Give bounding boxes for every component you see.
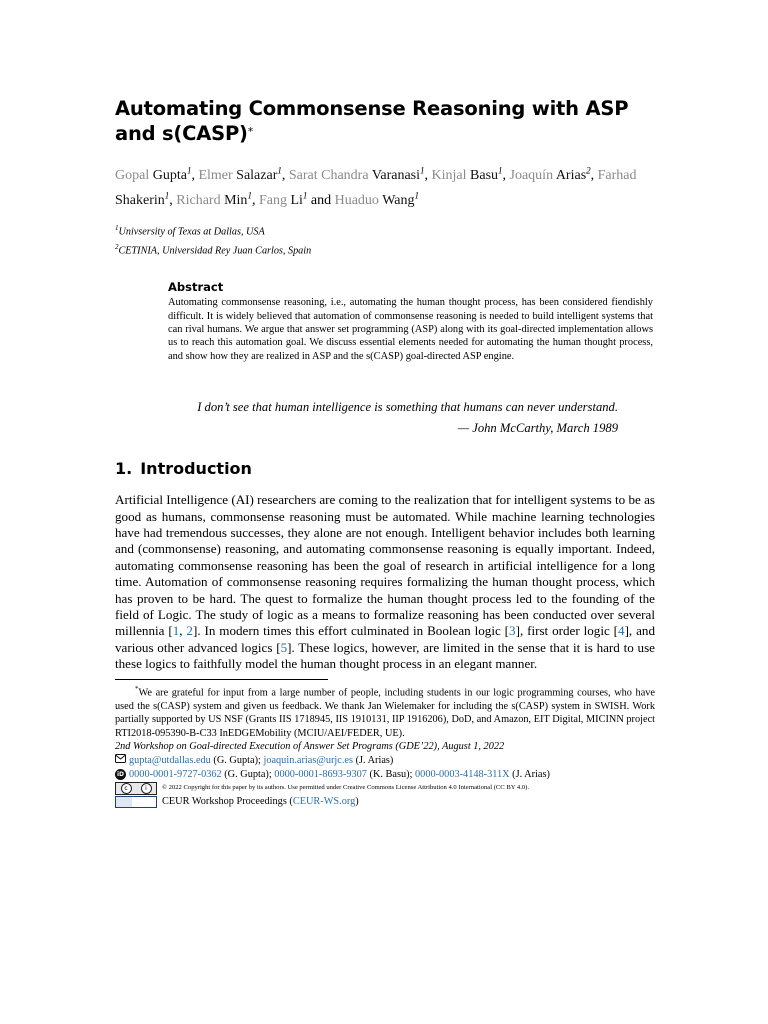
ceur-ws-link[interactable]: CEUR-WS.org (292, 795, 356, 807)
intro-text: Artificial Intelligence (AI) researchers are coming to the realization that for intelligent systems to be as good as humans, commonsense reasoning must be automated. While machine learning technologies have had tremendous successes, they alone are not enough. Intelligent behavior includes both learning and (commonsense) reasoning, and automating commonsense reasoning is equally important. Indeed, automating commonsense reasoning has been the goal of research in artificial intelligence for a long time. Automation of commonsense reasoning requires formalizing the human thought process, which has proven to be hard. The quest to formalize the human thought process led to the founding of the field of Logic. The study of logic as a means to formalize reasoning has been conducted over several millennia [ (115, 492, 655, 639)
author (198, 165, 286, 183)
footnote-divider (115, 679, 328, 680)
author-first-name: Joaquín (509, 167, 554, 183)
author-affiliation-mark: 1 (420, 165, 425, 175)
workshop-info: 2nd Workshop on Goal-directed Execution of Answer Set Programs (GDE’22), August 1, 2022 (115, 741, 505, 753)
author (176, 190, 256, 209)
author-last-name: Salazar (236, 167, 278, 183)
footnote-mark: * (135, 684, 139, 693)
author-affiliation-mark: 1 (164, 190, 170, 201)
footnotes (115, 683, 655, 809)
ceur-line (115, 795, 655, 809)
intro-text: ]. In modern times this effort culminated in Boolean logic [ (192, 623, 510, 639)
author (334, 190, 419, 209)
author-affiliation-mark: 1 (302, 190, 308, 201)
affiliation-2 (115, 240, 655, 258)
title-text: Automating Commonsense Reasoning with ASP and s(CASP) (115, 97, 629, 145)
copyright-line (115, 781, 655, 795)
author-separator: , (424, 167, 429, 183)
author-last-name: Wang (382, 193, 415, 209)
author (288, 165, 429, 183)
epigraph-text: I don’t see that human intelligence is something that humans can never understand. (197, 400, 618, 415)
citation-link[interactable]: 2 (186, 623, 193, 639)
title-footnote-mark: * (247, 125, 254, 138)
author-separator: , (502, 167, 507, 183)
section-number: 1. (115, 459, 133, 479)
author (258, 190, 332, 209)
citation-link[interactable]: 1 (172, 623, 180, 639)
intro-text: ], first order logic [ (515, 623, 619, 639)
author-separator: , (281, 167, 286, 183)
ceur-text-end: ) (355, 795, 359, 807)
author-separator: , (251, 193, 256, 209)
orcid-owner: (K. Basu); (366, 768, 416, 780)
intro-paragraph (115, 492, 655, 672)
email-link-arias[interactable]: joaquin.arias@urjc.es (263, 755, 353, 767)
ceur-logo (115, 796, 157, 808)
affiliation-mark: 2 (115, 242, 119, 251)
author-last-name: Arias (555, 167, 587, 183)
section-heading (115, 459, 655, 478)
orcid-line (115, 768, 655, 782)
author-separator: , (590, 167, 595, 183)
envelope-icon (115, 754, 126, 768)
author-affiliation-mark: 1 (247, 190, 252, 201)
orcid-owner: (J. Arias) (509, 768, 550, 780)
cc-by-badge: c i (115, 782, 157, 795)
orcid-link-gupta[interactable]: 0000-0001-9727-0362 (129, 768, 222, 780)
orcid-owner: (G. Gupta); (221, 768, 275, 780)
abstract-text: Automating commonsense reasoning, i.e., automating the human thought process, has been considered fiendishly difficult. It is widely believed that automation of commonsense reasoning is needed to build intelligent systems that can rival humans. We argue that answer set programming (ASP) along with its goal-directed implementation allows us to reach this automation goal. We discuss essential elements needed for automating the human thought process, and show how they are realized in ASP and the s(CASP) goal-directed ASP engine. (168, 297, 653, 362)
author-separator: , (191, 167, 195, 183)
ceur-text: CEUR Workshop Proceedings ( (162, 795, 293, 807)
author (431, 165, 507, 183)
author-list (115, 160, 655, 211)
epigraph-attribution: — John McCarthy, March 1989 (457, 421, 618, 436)
intro-text: , (179, 623, 187, 639)
abstract-heading: Abstract (168, 280, 224, 295)
author-last-name: Varanasi (371, 167, 421, 183)
author-last-name: Shakerin (115, 193, 165, 209)
orcid-link-arias[interactable]: 0000-0003-4148-311X (415, 768, 510, 780)
email-line (115, 754, 655, 768)
orcid-link-basu[interactable]: 0000-0001-8693-9307 (274, 768, 367, 780)
author-first-name: Kinjal (431, 167, 467, 183)
author-last-name: Li (290, 193, 303, 209)
affiliation-mark: 1 (115, 224, 119, 233)
footnote-text: We are grateful for input from a large number of people, including students in our logic programming courses, who have used the s(CASP) system and given us feedback. We thank Jan Wielemaker for including the s(CASP) system in SWISH. Work partially supported by US NSF (Grants IIS 1718945, IIS 1910131, IIP 1916206), DoD, and Amazon, EIT Digital, MICINN project RTI2018-095390-B-C33 InEDGEMobility (MCIU/AEI/FEDER, UE). (115, 687, 655, 739)
author-first-name: Elmer (198, 167, 233, 183)
author-affiliation-mark: 1 (498, 165, 503, 175)
paper-title (115, 96, 655, 146)
author-first-name: Sarat Chandra (288, 167, 369, 183)
author-first-name: Farhad (597, 167, 637, 183)
citation-link[interactable]: 5 (280, 639, 288, 655)
affiliations (115, 221, 655, 258)
author-last-name: Gupta (152, 167, 187, 183)
author-affiliation-mark: 1 (277, 165, 282, 175)
author (509, 165, 595, 183)
abstract (168, 280, 653, 363)
author-affiliation-mark: 1 (186, 165, 192, 175)
affiliation-1 (115, 221, 655, 239)
affiliation-text: Univsersity of Texas at Dallas, USA (118, 226, 265, 238)
author-last-name: Min (224, 193, 248, 209)
paper-page (115, 96, 655, 809)
section-title: Introduction (140, 459, 252, 479)
email-owner: (J. Arias) (353, 755, 394, 767)
author-first-name: Gopal (115, 167, 150, 183)
author-affiliation-mark: 1 (414, 190, 419, 201)
citation-link[interactable]: 4 (618, 623, 625, 639)
affiliation-text: CETINIA, Universidad Rey Juan Carlos, Spain (118, 245, 312, 257)
author-affiliation-mark: 2 (586, 165, 591, 175)
author-first-name: Fang (258, 193, 287, 209)
email-link-gupta[interactable]: gupta@utdallas.edu (129, 755, 211, 767)
author-last-name: Basu (470, 167, 499, 183)
intro-text: ]. These logics, however, are limited in the sense that it is hard to use these logics to faithfully model the human thought process in an elegant manner. (115, 639, 655, 672)
email-owner: (G. Gupta); (210, 755, 264, 767)
citation-link[interactable]: 3 (509, 623, 516, 639)
author-separator: and (307, 193, 332, 209)
acknowledgement-footnote (115, 683, 655, 741)
author (115, 165, 195, 183)
epigraph (115, 397, 655, 439)
orcid-icon: iD (115, 769, 126, 780)
author-first-name: Richard (176, 193, 221, 209)
author-first-name: Huaduo (334, 193, 379, 209)
intro-text: ], and various other advanced logics [ (115, 623, 655, 655)
author-separator: , (169, 193, 173, 209)
copyright-text: © 2022 Copyright for this paper by its authors. Use permitted under Creative Commons License Attribution 4.0 International (CC BY 4.0). (162, 784, 529, 792)
